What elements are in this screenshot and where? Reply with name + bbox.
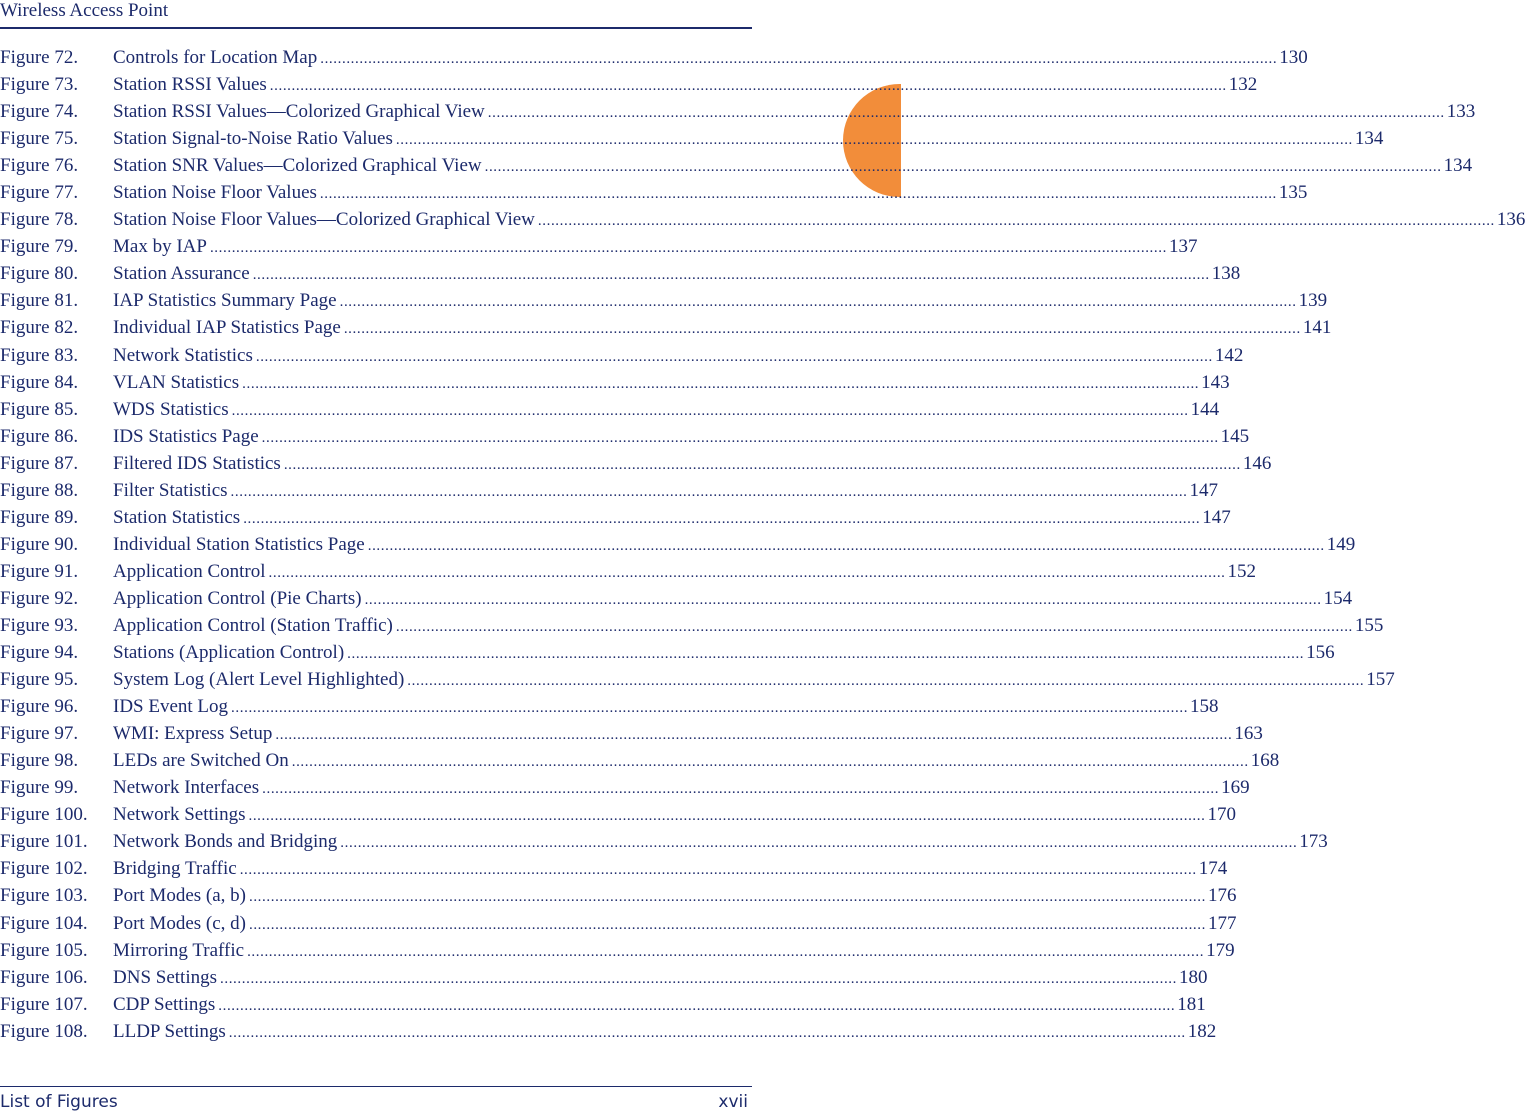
figure-title[interactable]: WMI: Express Setup <box>113 723 273 745</box>
toc-entry[interactable] <box>0 801 1236 828</box>
page-number[interactable]: 168 <box>1250 750 1280 772</box>
figure-title[interactable]: Station Noise Floor Values—Colorized Graphical View <box>113 209 535 231</box>
page-number[interactable]: 182 <box>1187 1020 1217 1042</box>
figure-title[interactable]: Port Modes (a, b) <box>113 885 246 907</box>
toc-entry[interactable] <box>0 1018 1217 1045</box>
toc-entry[interactable] <box>0 882 1237 909</box>
toc-entry[interactable] <box>0 44 1308 71</box>
figure-title[interactable]: Station Assurance <box>113 263 250 285</box>
page-number[interactable]: 169 <box>1221 777 1250 799</box>
dot-leader: ............................................................................................................................................................................................................................ <box>347 646 1305 663</box>
toc-entry[interactable] <box>0 747 1280 774</box>
figure-number: Figure 83. <box>0 344 79 366</box>
toc-entry[interactable] <box>0 342 1244 369</box>
dot-leader: ............................................................................................................................................................................................................................ <box>255 348 1213 365</box>
figure-number: Figure 103. <box>0 885 88 907</box>
dot-leader: ............................................................................................................................................................................................................................ <box>209 240 1167 257</box>
figure-number: Figure 95. <box>0 669 79 691</box>
toc-entry[interactable] <box>0 125 1384 152</box>
page-number[interactable]: 134 <box>1443 155 1473 177</box>
page-number[interactable]: 134 <box>1354 128 1384 150</box>
figure-title[interactable]: Application Control (Station Traffic) <box>113 614 393 636</box>
header-rule <box>0 27 752 29</box>
figure-title[interactable]: Filtered IDS Statistics <box>113 452 281 474</box>
figure-title[interactable]: Network Interfaces <box>113 777 260 799</box>
toc-entry[interactable] <box>0 314 1332 341</box>
toc-entry[interactable] <box>0 233 1198 260</box>
dot-leader: ............................................................................................................................................................................................................................ <box>537 213 1495 230</box>
figure-number: Figure 107. <box>0 993 88 1015</box>
figure-number: Figure 75. <box>0 128 79 150</box>
page-number[interactable]: 133 <box>1446 101 1476 123</box>
toc-entry[interactable] <box>0 206 1525 233</box>
dot-leader: ............................................................................................................................................................................................................................ <box>239 862 1197 879</box>
page-number[interactable]: 130 <box>1279 47 1308 68</box>
page-number[interactable]: 177 <box>1207 912 1237 934</box>
toc-entry[interactable] <box>0 98 1476 125</box>
figure-title[interactable]: IDS Event Log <box>113 696 229 718</box>
dot-leader: ............................................................................................................................................................................................................................ <box>218 997 1176 1014</box>
footer-section-title: List of Figures <box>0 1092 118 1112</box>
figure-title[interactable]: Individual Station Statistics Page <box>113 533 365 555</box>
footer-page-number: xvii <box>718 1092 748 1112</box>
page-number[interactable]: 141 <box>1302 317 1332 339</box>
figure-number: Figure 92. <box>0 587 79 609</box>
toc-entry[interactable] <box>0 531 1356 558</box>
page-number[interactable]: 149 <box>1326 533 1356 555</box>
toc-entry[interactable] <box>0 910 1237 937</box>
dot-leader: ............................................................................................................................................................................................................................ <box>340 835 1298 852</box>
page-number[interactable]: 158 <box>1190 696 1219 718</box>
figure-title[interactable]: Port Modes (c, d) <box>113 912 246 934</box>
figure-title[interactable]: LEDs are Switched On <box>113 750 289 772</box>
figure-title[interactable]: Stations (Application Control) <box>113 642 345 664</box>
dot-leader: ............................................................................................................................................................................................................................ <box>291 754 1249 771</box>
figure-title[interactable]: WDS Statistics <box>113 398 229 420</box>
figure-number: Figure 90. <box>0 533 79 555</box>
page-number[interactable]: 152 <box>1227 560 1257 582</box>
figure-number: Figure 77. <box>0 182 79 204</box>
figure-title[interactable]: Max by IAP <box>113 236 207 258</box>
page-number[interactable]: 179 <box>1206 939 1235 961</box>
dot-leader: ............................................................................................................................................................................................................................ <box>319 186 1277 203</box>
figure-title[interactable]: Station Signal-to-Noise Ratio Values <box>113 128 393 150</box>
figure-number: Figure 73. <box>0 74 79 96</box>
footer-rule <box>0 1086 752 1087</box>
page-number[interactable]: 176 <box>1207 885 1237 907</box>
page-number[interactable]: 143 <box>1201 371 1230 393</box>
dot-leader: ............................................................................................................................................................................................................................ <box>268 564 1226 581</box>
toc-entry[interactable] <box>0 260 1241 287</box>
toc-entry[interactable] <box>0 450 1272 477</box>
figure-number: Figure 98. <box>0 750 79 772</box>
figure-number: Figure 84. <box>0 371 79 393</box>
toc-entry[interactable] <box>0 152 1473 179</box>
page-number[interactable]: 136 <box>1496 209 1525 231</box>
dot-leader: ............................................................................................................................................................................................................................ <box>487 105 1445 122</box>
figure-number: Figure 100. <box>0 804 88 826</box>
dot-leader: ............................................................................................................................................................................................................................ <box>320 51 1278 67</box>
dot-leader: ............................................................................................................................................................................................................................ <box>252 267 1210 284</box>
page-number[interactable]: 156 <box>1306 642 1335 664</box>
toc-entry[interactable] <box>0 558 1257 585</box>
page-number[interactable]: 132 <box>1228 74 1258 96</box>
dot-leader: ............................................................................................................................................................................................................................ <box>242 375 1200 392</box>
page-number[interactable]: 139 <box>1298 290 1328 312</box>
toc-entry[interactable] <box>0 937 1235 964</box>
page-number[interactable]: 142 <box>1214 344 1244 366</box>
page-number[interactable]: 145 <box>1220 425 1250 447</box>
dot-leader: ............................................................................................................................................................................................................................ <box>269 78 1227 95</box>
dot-leader: ............................................................................................................................................................................................................................ <box>243 510 1201 527</box>
page-number[interactable]: 144 <box>1190 398 1220 420</box>
figure-title[interactable]: LLDP Settings <box>113 1020 226 1042</box>
figure-title[interactable]: Station RSSI Values <box>113 74 267 96</box>
toc-entry[interactable] <box>0 179 1308 206</box>
figure-number: Figure 105. <box>0 939 88 961</box>
figure-number: Figure 89. <box>0 506 79 528</box>
page-number[interactable]: 170 <box>1207 804 1236 826</box>
toc-entry[interactable] <box>0 423 1250 450</box>
figure-title[interactable]: Filter Statistics <box>113 479 228 501</box>
list-of-figures <box>0 44 1525 1045</box>
toc-entry[interactable] <box>0 666 1395 693</box>
figure-title[interactable]: System Log (Alert Level Highlighted) <box>113 669 405 691</box>
page-number[interactable]: 157 <box>1366 669 1395 691</box>
figure-title[interactable]: Station Statistics <box>113 506 241 528</box>
toc-entry[interactable] <box>0 287 1328 314</box>
dot-leader: ............................................................................................................................................................................................................................ <box>247 943 1205 960</box>
figure-number: Figure 88. <box>0 479 79 501</box>
figure-number: Figure 72. <box>0 47 79 68</box>
figure-title[interactable]: Controls for Location Map <box>113 47 318 68</box>
dot-leader: ............................................................................................................................................................................................................................ <box>230 483 1188 500</box>
figure-title[interactable]: Application Control (Pie Charts) <box>113 587 362 609</box>
dot-leader: ............................................................................................................................................................................................................................ <box>395 132 1353 149</box>
dot-leader: ............................................................................................................................................................................................................................ <box>231 402 1189 419</box>
dot-leader: ............................................................................................................................................................................................................................ <box>364 591 1322 608</box>
figure-number: Figure 99. <box>0 777 79 799</box>
toc-entry[interactable] <box>0 720 1263 747</box>
dot-leader: ............................................................................................................................................................................................................................ <box>367 537 1325 554</box>
dot-leader: ............................................................................................................................................................................................................................ <box>261 429 1219 446</box>
dot-leader: ............................................................................................................................................................................................................................ <box>343 321 1301 338</box>
dot-leader: ............................................................................................................................................................................................................................ <box>275 727 1233 744</box>
figure-number: Figure 91. <box>0 560 79 582</box>
figure-number: Figure 85. <box>0 398 79 420</box>
running-header-title: Wireless Access Point <box>0 0 169 21</box>
figure-number: Figure 79. <box>0 236 79 258</box>
figure-number: Figure 97. <box>0 723 79 745</box>
figure-number: Figure 87. <box>0 452 79 474</box>
figure-number: Figure 94. <box>0 642 79 664</box>
dot-leader: ............................................................................................................................................................................................................................ <box>407 673 1365 690</box>
figure-title[interactable]: Network Statistics <box>113 344 253 366</box>
dot-leader: ............................................................................................................................................................................................................................ <box>395 618 1353 635</box>
dot-leader: ............................................................................................................................................................................................................................ <box>248 916 1206 933</box>
page-number[interactable]: 147 <box>1202 506 1231 528</box>
page-number[interactable]: 154 <box>1323 587 1353 609</box>
toc-entry[interactable] <box>0 693 1219 720</box>
figure-number: Figure 104. <box>0 912 88 934</box>
figure-title[interactable]: IAP Statistics Summary Page <box>113 290 337 312</box>
figure-number: Figure 102. <box>0 858 88 880</box>
figure-title[interactable]: DNS Settings <box>113 966 217 988</box>
dot-leader: ............................................................................................................................................................................................................................ <box>248 808 1206 825</box>
page-number[interactable]: 146 <box>1242 452 1272 474</box>
figure-title[interactable]: Station Noise Floor Values <box>113 182 317 204</box>
figure-number: Figure 74. <box>0 101 79 123</box>
page-number[interactable]: 135 <box>1278 182 1308 204</box>
figure-title[interactable]: Station RSSI Values—Colorized Graphical View <box>113 101 485 123</box>
dot-leader: ............................................................................................................................................................................................................................ <box>484 159 1442 176</box>
toc-entry[interactable] <box>0 639 1335 666</box>
dot-leader: ............................................................................................................................................................................................................................ <box>339 294 1297 311</box>
toc-entry[interactable] <box>0 369 1230 396</box>
figure-title[interactable]: Station SNR Values—Colorized Graphical View <box>113 155 482 177</box>
figure-number: Figure 81. <box>0 290 79 312</box>
toc-entry[interactable] <box>0 964 1208 991</box>
figure-number: Figure 80. <box>0 263 79 285</box>
figure-number: Figure 86. <box>0 425 79 447</box>
toc-entry[interactable] <box>0 396 1220 423</box>
toc-entry[interactable] <box>0 855 1228 882</box>
toc-entry[interactable] <box>0 612 1384 639</box>
page-number[interactable]: 138 <box>1211 263 1241 285</box>
toc-entry[interactable] <box>0 477 1219 504</box>
figure-title[interactable]: Network Bonds and Bridging <box>113 831 338 853</box>
toc-entry[interactable] <box>0 71 1258 98</box>
figure-title[interactable]: CDP Settings <box>113 993 216 1015</box>
toc-entry[interactable] <box>0 585 1353 612</box>
page-number[interactable]: 147 <box>1189 479 1219 501</box>
figure-number: Figure 82. <box>0 317 79 339</box>
figure-title[interactable]: IDS Statistics Page <box>113 425 259 447</box>
figure-number: Figure 108. <box>0 1020 88 1042</box>
toc-entry[interactable] <box>0 504 1231 531</box>
figure-title[interactable]: Application Control <box>113 560 266 582</box>
dot-leader: ............................................................................................................................................................................................................................ <box>220 970 1177 987</box>
figure-title[interactable]: VLAN Statistics <box>113 371 240 393</box>
dot-leader: ............................................................................................................................................................................................................................ <box>228 1024 1186 1041</box>
page-number[interactable]: 174 <box>1198 858 1228 880</box>
dot-leader: ............................................................................................................................................................................................................................ <box>283 456 1241 473</box>
figure-title[interactable]: Network Settings <box>113 804 246 826</box>
figure-title[interactable]: Bridging Traffic <box>113 858 237 880</box>
page-number[interactable]: 137 <box>1168 236 1198 258</box>
toc-entry[interactable] <box>0 991 1206 1018</box>
figure-title[interactable]: Mirroring Traffic <box>113 939 245 961</box>
figure-number: Figure 78. <box>0 209 79 231</box>
figure-title[interactable]: Individual IAP Statistics Page <box>113 317 341 339</box>
figure-number: Figure 96. <box>0 696 79 718</box>
page-number[interactable]: 181 <box>1177 993 1206 1015</box>
figure-number: Figure 101. <box>0 831 88 853</box>
figure-number: Figure 106. <box>0 966 88 988</box>
figure-number: Figure 76. <box>0 155 79 177</box>
dot-leader: ............................................................................................................................................................................................................................ <box>262 781 1220 798</box>
figure-number: Figure 93. <box>0 614 79 636</box>
page-number[interactable]: 163 <box>1234 723 1263 745</box>
page-number[interactable]: 173 <box>1299 831 1328 853</box>
dot-leader: ............................................................................................................................................................................................................................ <box>248 889 1206 906</box>
page-number[interactable]: 155 <box>1354 614 1384 636</box>
dot-leader: ............................................................................................................................................................................................................................ <box>231 700 1189 717</box>
page-number[interactable]: 180 <box>1179 966 1208 988</box>
toc-entry[interactable] <box>0 774 1250 801</box>
toc-entry[interactable] <box>0 828 1328 855</box>
